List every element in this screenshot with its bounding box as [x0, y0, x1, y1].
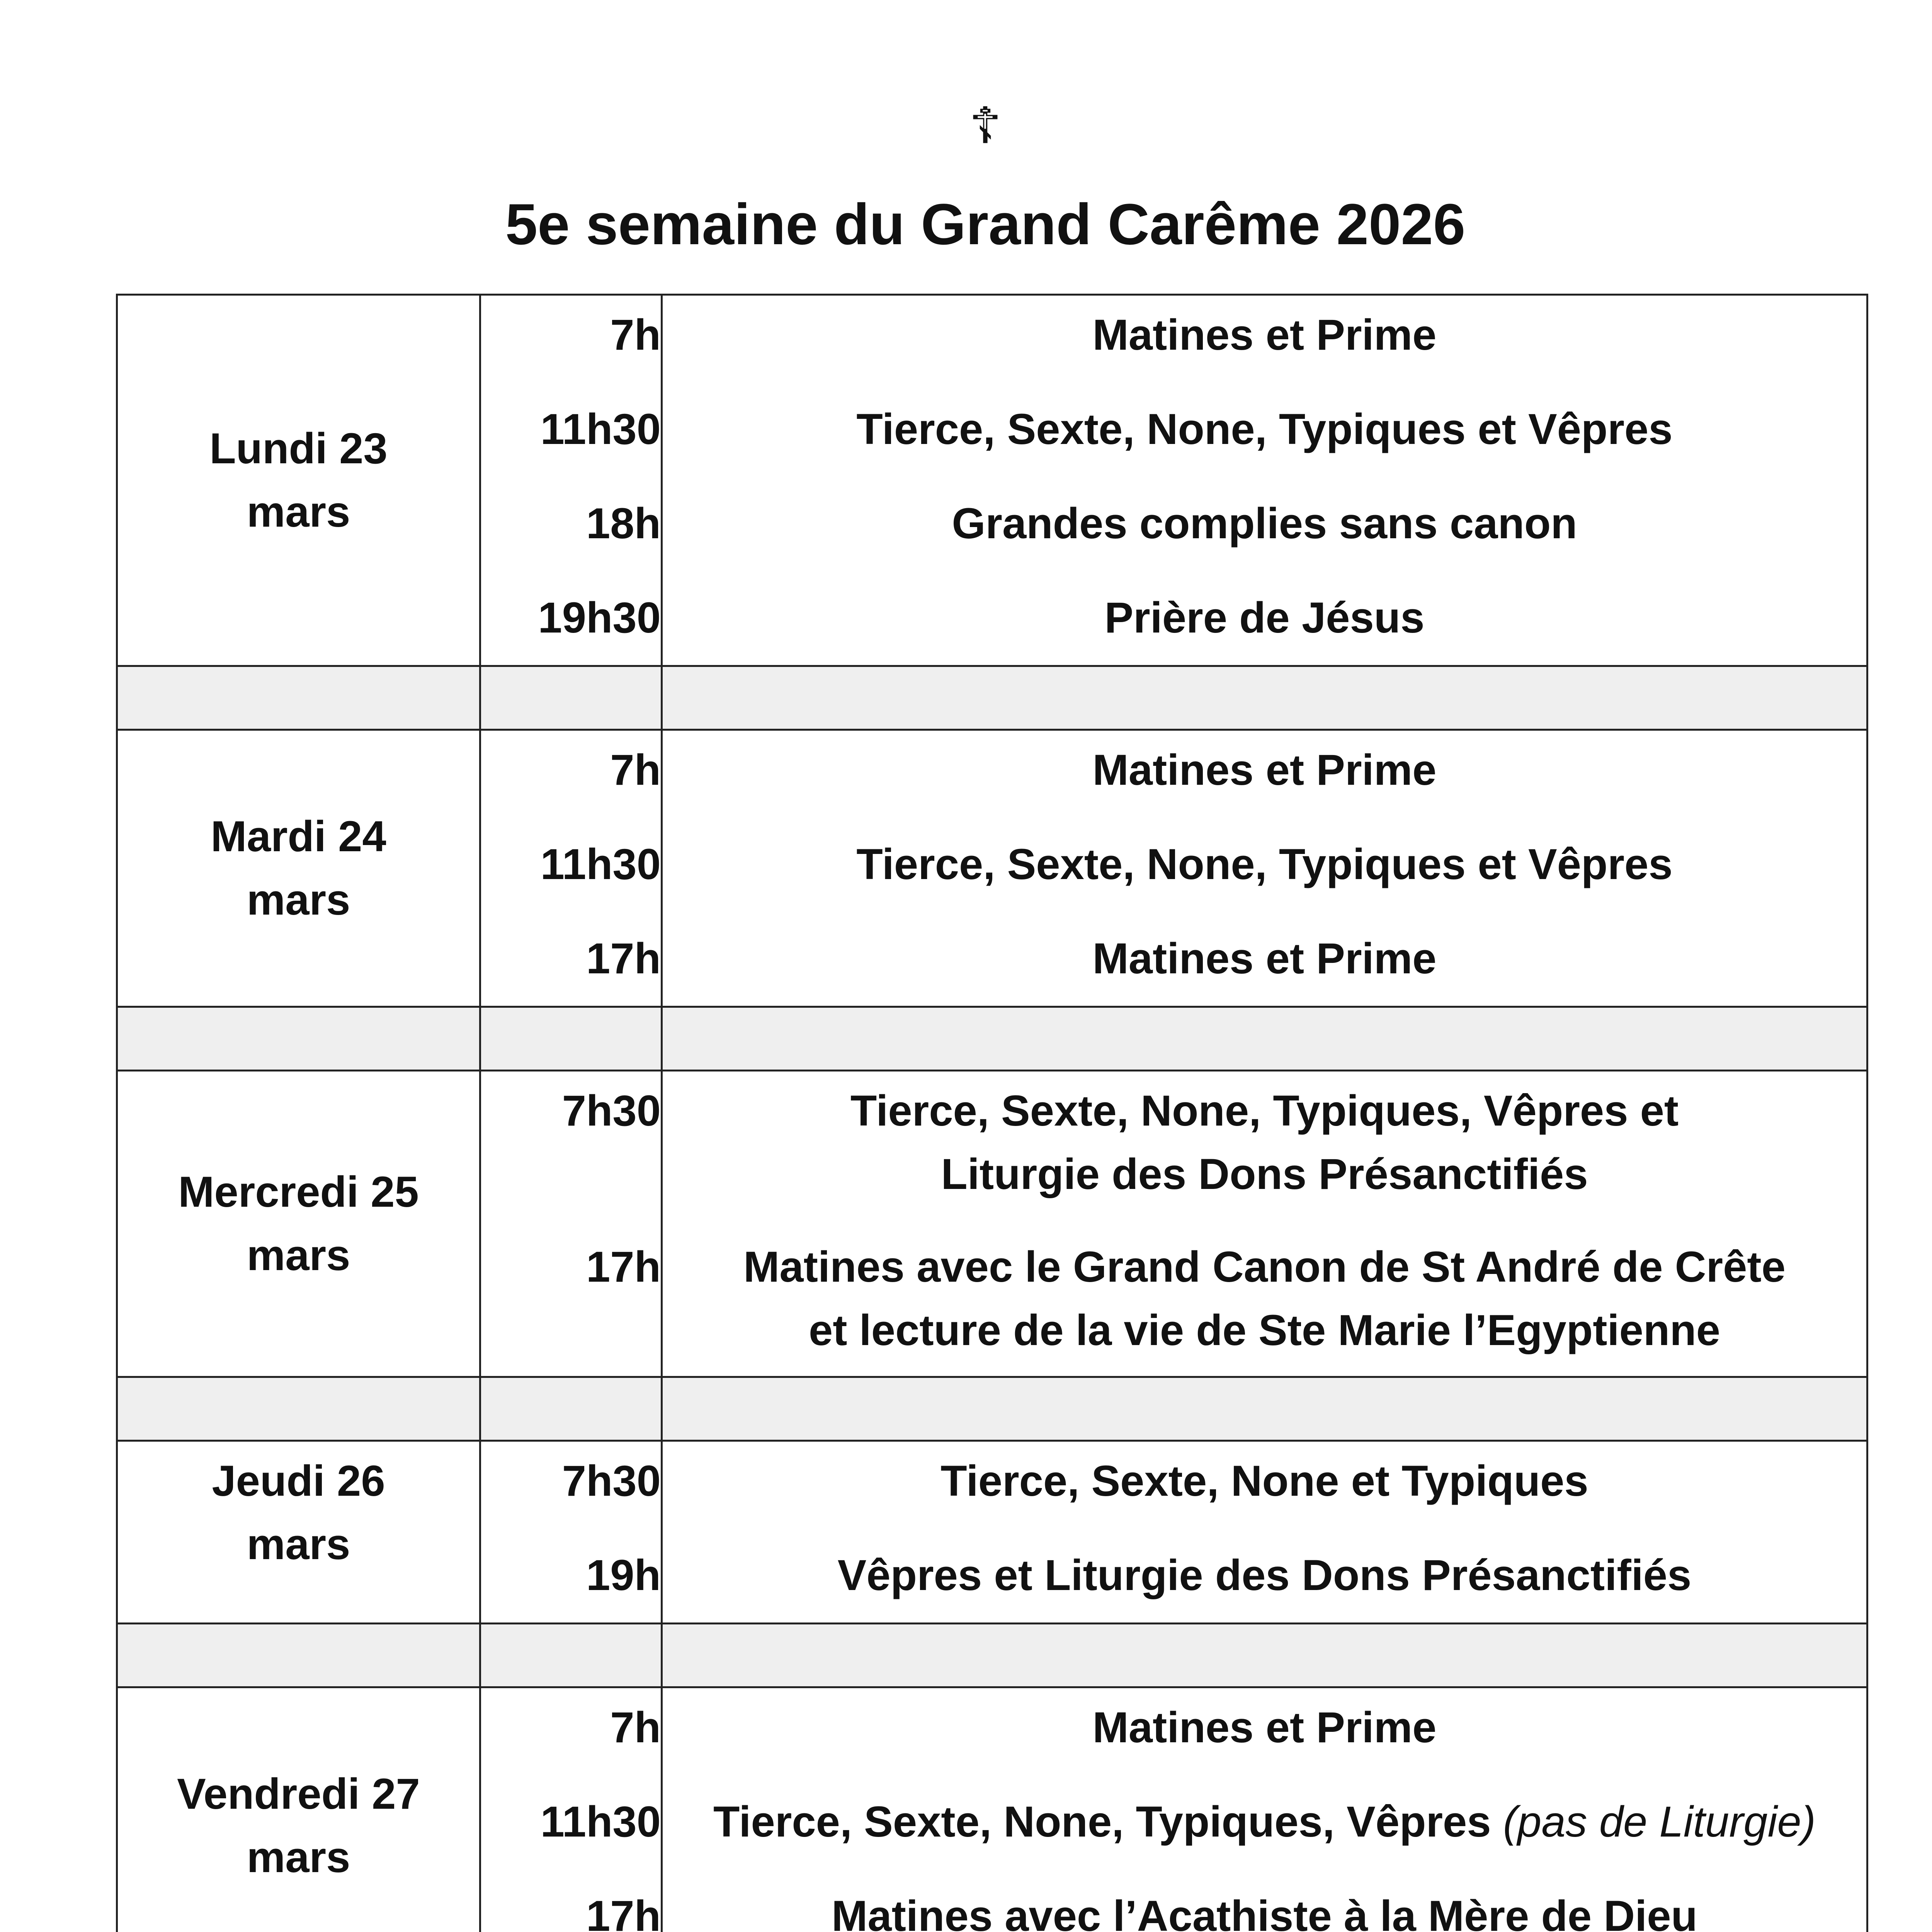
office-cell [662, 1687, 1867, 1932]
service-time: 11h30 [540, 840, 661, 888]
day-row-vendredi [117, 1687, 1867, 1932]
month-label: mars [247, 1520, 350, 1568]
time-cell [480, 730, 662, 1007]
day-row-lundi [117, 295, 1867, 666]
month-label: mars [247, 488, 350, 536]
day-label: Vendredi 27 [177, 1770, 420, 1818]
service-office [663, 1071, 1866, 1228]
day-label: Lundi 23 [209, 424, 388, 473]
office-cell [662, 295, 1867, 666]
service-office-line: Tierce, Sexte, None, Typiques, Vêpres et [850, 1087, 1679, 1135]
day-cell [117, 1071, 480, 1377]
separator-row [117, 1007, 1867, 1071]
day-cell [117, 295, 480, 666]
service-office: Vêpres et Liturgie des Dons Présanctifiés [837, 1551, 1692, 1599]
service-office: Matines et Prime [1092, 311, 1437, 359]
office-cell [662, 730, 1867, 1007]
day-cell [117, 1441, 480, 1624]
schedule-table [116, 294, 1868, 1932]
service-office-line: Matines avec le Grand Canon de St André de Crête [743, 1243, 1786, 1291]
day-row-mercredi [117, 1071, 1867, 1377]
service-office-line: et lecture de la vie de Ste Marie l’Egyptienne [808, 1306, 1721, 1354]
service-time: 11h30 [540, 405, 661, 453]
service-time: 7h [610, 746, 661, 794]
service-office: Matines et Prime [1092, 934, 1437, 983]
service-time: 7h [610, 1703, 661, 1752]
page-title: 5e semaine du Grand Carême 2026 [505, 192, 1466, 257]
orthodox-cross-icon: ☦ [969, 96, 1002, 155]
month-label: mars [247, 876, 350, 924]
service-office: Matines avec l’Acathiste à la Mère de Dieu [832, 1892, 1697, 1932]
service-office: Matines et Prime [1092, 1703, 1437, 1752]
service-office [663, 1782, 1866, 1877]
service-office: Tierce, Sexte, None, Typiques et Vêpres [856, 405, 1673, 453]
time-cell [480, 1441, 662, 1624]
month-label: mars [247, 1833, 350, 1881]
service-time: 7h [610, 311, 661, 359]
month-label: mars [247, 1231, 350, 1279]
service-office [663, 1228, 1866, 1376]
time-cell [480, 295, 662, 666]
service-office: Grandes complies sans canon [952, 499, 1577, 548]
office-cell [662, 1071, 1867, 1377]
service-time: 17h [586, 1243, 661, 1291]
service-time: 11h30 [540, 1798, 661, 1846]
service-office: Tierce, Sexte, None et Typiques [940, 1457, 1588, 1505]
day-label: Jeudi 26 [212, 1457, 385, 1505]
day-cell [117, 1687, 480, 1932]
service-office: Matines et Prime [1092, 746, 1437, 794]
service-time: 19h30 [538, 594, 661, 642]
day-row-mardi [117, 730, 1867, 1007]
service-time: 19h [586, 1551, 661, 1599]
separator-row [117, 666, 1867, 730]
service-office: Prière de Jésus [1104, 594, 1425, 642]
day-label: Mercredi 25 [178, 1168, 419, 1216]
day-cell [117, 730, 480, 1007]
separator-row [117, 1377, 1867, 1441]
service-time: 17h [586, 934, 661, 983]
service-time: 18h [586, 499, 661, 548]
separator-row [117, 1624, 1867, 1687]
office-cell [662, 1441, 1867, 1624]
time-cell [480, 1687, 662, 1932]
service-time: 17h [586, 1892, 661, 1932]
service-office: Tierce, Sexte, None, Typiques et Vêpres [856, 840, 1673, 888]
service-time: 7h30 [562, 1457, 661, 1505]
service-office-line: Liturgie des Dons Présanctifiés [941, 1150, 1588, 1198]
service-time: 7h30 [562, 1087, 661, 1135]
service-note: (pas de Liturgie) [1503, 1798, 1816, 1846]
day-row-jeudi [117, 1441, 1867, 1624]
service-office-text: Tierce, Sexte, None, Typiques, Vêpres [713, 1798, 1491, 1846]
day-label: Mardi 24 [211, 812, 386, 861]
time-cell [480, 1071, 662, 1377]
